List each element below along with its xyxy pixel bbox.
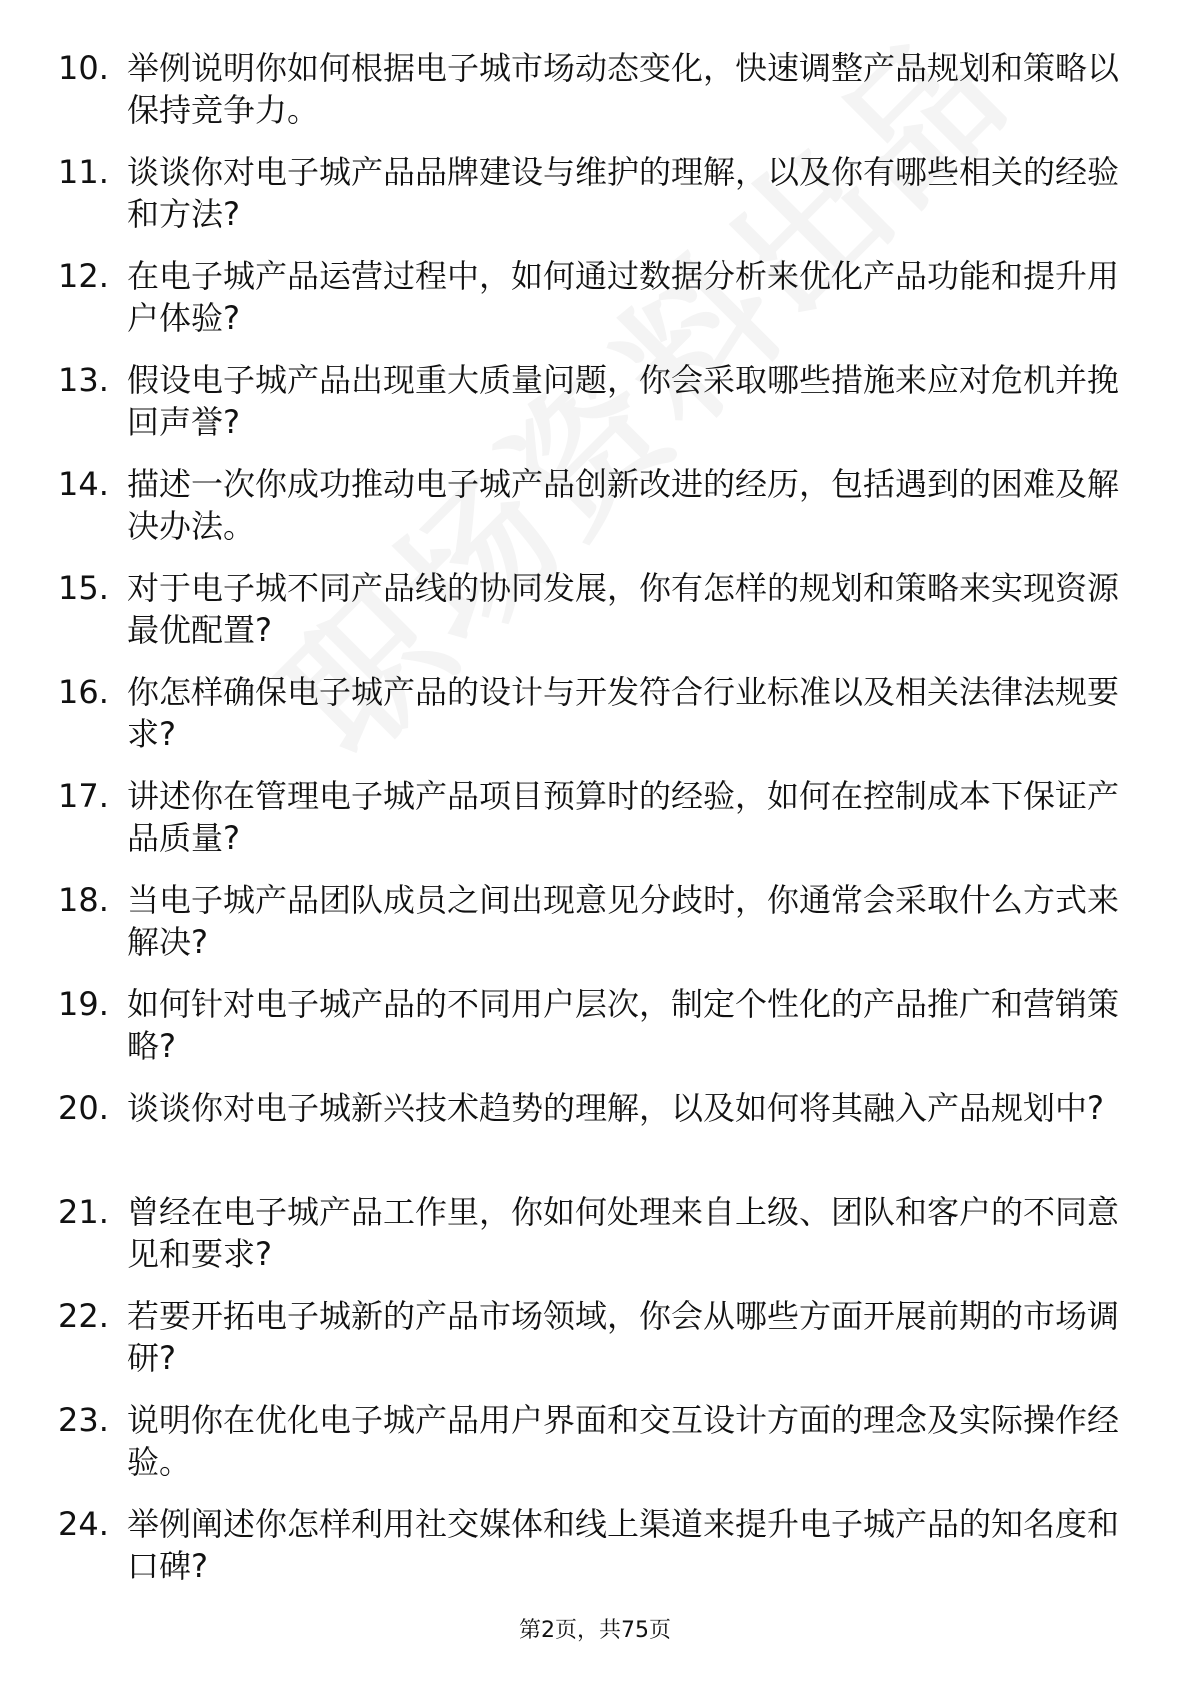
question-item [0, 47, 1190, 151]
question-number: 19. [58, 985, 109, 1023]
question-number: 15. [58, 569, 109, 607]
question-number: 10. [58, 49, 109, 87]
question-item [0, 463, 1190, 567]
question-number: 24. [58, 1505, 109, 1543]
question-text: 对于电子城不同产品线的协同发展，你有怎样的规划和策略来实现资源最优配置? [127, 569, 1120, 649]
question-item [0, 775, 1190, 879]
question-item [0, 567, 1190, 671]
question-number: 16. [58, 673, 109, 711]
question-number: 21. [58, 1193, 109, 1231]
question-text: 谈谈你对电子城产品品牌建设与维护的理解，以及你有哪些相关的经验和方法? [127, 153, 1120, 233]
question-number: 13. [58, 361, 109, 399]
question-text: 你怎样确保电子城产品的设计与开发符合行业标准以及相关法律法规要求? [127, 673, 1120, 753]
question-text: 当电子城产品团队成员之间出现意见分歧时，你通常会采取什么方式来解决? [127, 881, 1120, 961]
question-number: 14. [58, 465, 109, 503]
question-item [0, 359, 1190, 463]
question-number: 23. [58, 1401, 109, 1439]
page-footer: 第2页，共75页 [519, 1618, 671, 1643]
question-text: 若要开拓电子城新的产品市场领域，你会从哪些方面开展前期的市场调研? [127, 1297, 1120, 1377]
question-item [0, 1503, 1190, 1607]
question-text: 如何针对电子城产品的不同用户层次，制定个性化的产品推广和营销策略? [127, 985, 1120, 1065]
question-text: 假设电子城产品出现重大质量问题，你会采取哪些措施来应对危机并挽回声誉? [127, 361, 1120, 441]
question-text: 说明你在优化电子城产品用户界面和交互设计方面的理念及实际操作经验。 [127, 1401, 1120, 1481]
question-number: 22. [58, 1297, 109, 1335]
question-item [0, 1191, 1190, 1295]
question-list [0, 47, 1190, 1607]
question-item [0, 255, 1190, 359]
question-number: 17. [58, 777, 109, 815]
question-item [0, 1399, 1190, 1503]
question-text: 描述一次你成功推动电子城产品创新改进的经历，包括遇到的困难及解决办法。 [127, 465, 1120, 545]
question-item [0, 671, 1190, 775]
question-number: 12. [58, 257, 109, 295]
question-text: 举例阐述你怎样利用社交媒体和线上渠道来提升电子城产品的知名度和口碑? [127, 1505, 1120, 1585]
question-text: 曾经在电子城产品工作里，你如何处理来自上级、团队和客户的不同意见和要求? [127, 1193, 1120, 1273]
question-number: 18. [58, 881, 109, 919]
question-item [0, 1087, 1190, 1191]
question-item [0, 983, 1190, 1087]
question-item [0, 879, 1190, 983]
question-text: 谈谈你对电子城新兴技术趋势的理解，以及如何将其融入产品规划中? [127, 1089, 1104, 1127]
question-text: 举例说明你如何根据电子城市场动态变化，快速调整产品规划和策略以保持竞争力。 [127, 49, 1120, 129]
question-item [0, 1295, 1190, 1399]
question-text: 在电子城产品运营过程中，如何通过数据分析来优化产品功能和提升用户体验? [127, 257, 1120, 337]
question-number: 11. [58, 153, 109, 191]
question-item [0, 151, 1190, 255]
question-number: 20. [58, 1089, 109, 1127]
question-text: 讲述你在管理电子城产品项目预算时的经验，如何在控制成本下保证产品质量? [127, 777, 1120, 857]
